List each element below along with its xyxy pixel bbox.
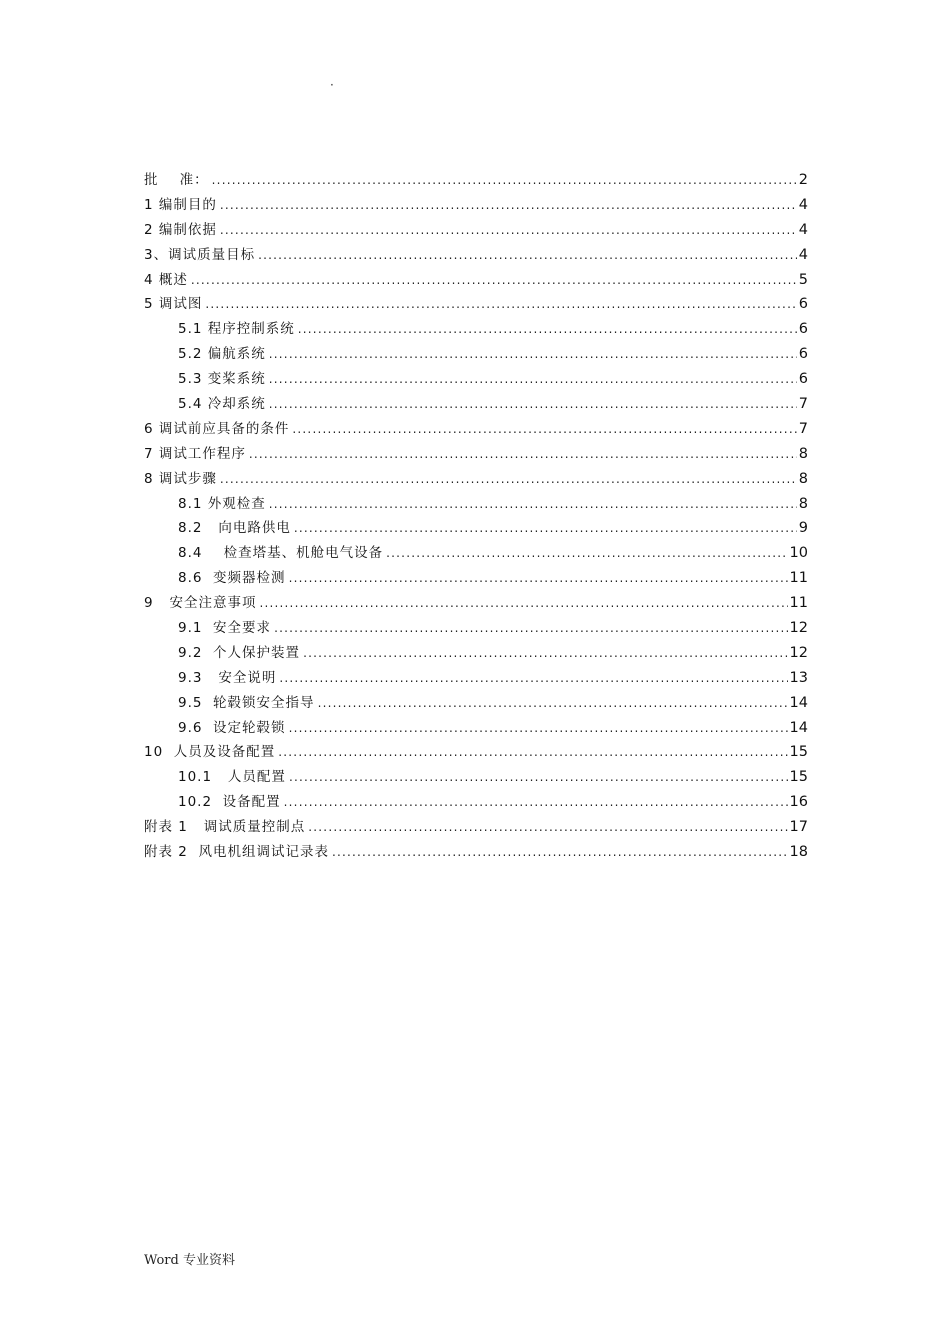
toc-entry[interactable] (144, 243, 808, 268)
toc-entry[interactable] (144, 467, 808, 492)
toc-dot-leader (332, 840, 788, 865)
toc-dot-leader (294, 516, 797, 541)
toc-entry-page-number: 16 (789, 794, 808, 811)
toc-entry-page-number: 4 (798, 246, 808, 263)
toc-entry-label: 9.2 个人保护装置 (178, 644, 301, 661)
toc-dot-leader (205, 292, 796, 317)
toc-dot-leader (259, 591, 787, 616)
toc-dot-leader (289, 716, 788, 741)
toc-entry-page-number: 7 (798, 396, 808, 413)
toc-entry[interactable] (144, 541, 808, 566)
toc-entry[interactable] (144, 666, 808, 691)
toc-entry-label: 10.2 设备配置 (178, 794, 281, 811)
toc-entry-label: 5.4 冷却系统 (178, 396, 266, 413)
toc-dot-leader (258, 243, 797, 268)
toc-dot-leader (269, 367, 797, 392)
toc-dot-leader (212, 168, 797, 193)
toc-entry[interactable] (144, 392, 808, 417)
toc-entry-page-number: 13 (789, 669, 808, 686)
toc-entry[interactable] (144, 566, 808, 591)
toc-entry-label: 5.1 程序控制系统 (178, 321, 295, 338)
toc-entry-page-number: 6 (798, 346, 808, 363)
toc-entry-label: 10 人员及设备配置 (144, 744, 276, 761)
toc-entry[interactable] (144, 342, 808, 367)
toc-entry-label: 2 编制依据 (144, 221, 217, 238)
toc-dot-leader (308, 815, 787, 840)
toc-dot-leader (279, 666, 787, 691)
toc-entry[interactable] (144, 292, 808, 317)
toc-entry-label: 5.2 偏航系统 (178, 346, 266, 363)
toc-entry[interactable] (144, 417, 808, 442)
toc-entry-page-number: 11 (789, 595, 808, 612)
toc-entry-label: 4 概述 (144, 271, 188, 288)
toc-dot-leader (220, 193, 797, 218)
toc-entry-page-number: 12 (789, 644, 808, 661)
toc-dot-leader (191, 268, 797, 293)
toc-entry-page-number: 14 (789, 719, 808, 736)
toc-entry[interactable] (144, 193, 808, 218)
toc-dot-leader (249, 442, 797, 467)
page-dot-mark: · (330, 78, 334, 92)
toc-entry-page-number: 8 (798, 470, 808, 487)
toc-entry[interactable] (144, 168, 808, 193)
toc-entry-page-number: 8 (798, 495, 808, 512)
toc-entry-page-number: 8 (798, 445, 808, 462)
toc-entry-page-number: 6 (798, 371, 808, 388)
toc-entry-page-number: 6 (798, 296, 808, 313)
toc-entry[interactable] (144, 641, 808, 666)
toc-entry[interactable] (144, 516, 808, 541)
toc-entry-label: 8 调试步骤 (144, 470, 217, 487)
toc-entry[interactable] (144, 740, 808, 765)
toc-entry-label: 批 准： (144, 172, 209, 188)
toc-entry-label: 1 编制目的 (144, 196, 217, 213)
toc-entry[interactable] (144, 317, 808, 342)
toc-entry[interactable] (144, 218, 808, 243)
toc-entry-label: 6 调试前应具备的条件 (144, 420, 290, 437)
toc-entry-label: 9.3 安全说明 (178, 669, 277, 686)
toc-entry-page-number: 5 (798, 271, 808, 288)
toc-entry-label: 9.6 设定轮毂锁 (178, 719, 286, 736)
toc-entry[interactable] (144, 591, 808, 616)
toc-dot-leader (220, 218, 797, 243)
toc-entry-page-number: 9 (798, 520, 808, 537)
toc-entry-label: 7 调试工作程序 (144, 445, 246, 462)
toc-entry-page-number: 4 (798, 196, 808, 213)
toc-entry-label: 8.4 检查塔基、机舱电气设备 (178, 545, 384, 562)
toc-entry-page-number: 15 (789, 744, 808, 761)
toc-entry-page-number: 17 (789, 819, 808, 836)
toc-entry[interactable] (144, 840, 808, 865)
toc-entry[interactable] (144, 716, 808, 741)
toc-entry-page-number: 10 (789, 545, 808, 562)
toc-dot-leader (298, 317, 797, 342)
toc-entry-label: 9 安全注意事项 (144, 595, 257, 612)
toc-entry-page-number: 7 (798, 420, 808, 437)
toc-dot-leader (289, 765, 788, 790)
toc-entry-label: 附表 2 风电机组调试记录表 (144, 844, 329, 861)
toc-entry-page-number: 12 (789, 620, 808, 637)
toc-dot-leader (269, 392, 797, 417)
toc-entry-page-number: 4 (798, 221, 808, 238)
toc-entry[interactable] (144, 492, 808, 517)
page-footer: Word 专业资料 (144, 1253, 235, 1268)
toc-entry-page-number: 18 (789, 844, 808, 861)
toc-entry-label: 5.3 变桨系统 (178, 371, 266, 388)
toc-entry-page-number: 11 (789, 570, 808, 587)
toc-entry-label: 5 调试图 (144, 296, 203, 313)
toc-entry[interactable] (144, 616, 808, 641)
toc-entry-label: 8.2 向电路供电 (178, 520, 291, 537)
toc-dot-leader (274, 616, 787, 641)
toc-dot-leader (269, 492, 797, 517)
toc-entry-page-number: 2 (798, 172, 808, 188)
toc-entry-label: 9.5 轮毂锁安全指导 (178, 694, 315, 711)
toc-entry-page-number: 15 (789, 769, 808, 786)
toc-dot-leader (269, 342, 797, 367)
toc-entry-label: 附表 1 调试质量控制点 (144, 819, 306, 836)
toc-entry[interactable] (144, 790, 808, 815)
toc-entry-page-number: 14 (789, 694, 808, 711)
toc-entry[interactable] (144, 815, 808, 840)
toc-entry-label: 10.1 人员配置 (178, 769, 286, 786)
toc-entry[interactable] (144, 367, 808, 392)
toc-entry[interactable] (144, 691, 808, 716)
toc-dot-leader (278, 740, 787, 765)
toc-dot-leader (289, 566, 788, 591)
toc-entry-label: 9.1 安全要求 (178, 620, 272, 637)
table-of-contents (144, 168, 808, 865)
toc-dot-leader (386, 541, 787, 566)
toc-entry[interactable] (144, 442, 808, 467)
toc-dot-leader (318, 691, 788, 716)
toc-dot-leader (284, 790, 788, 815)
toc-entry[interactable] (144, 765, 808, 790)
toc-dot-leader (303, 641, 787, 666)
toc-entry-label: 8.1 外观检查 (178, 495, 266, 512)
toc-entry[interactable] (144, 268, 808, 293)
toc-entry-page-number: 6 (798, 321, 808, 338)
toc-entry-label: 8.6 变频器检测 (178, 570, 286, 587)
toc-entry-label: 3、调试质量目标 (144, 246, 256, 263)
toc-dot-leader (292, 417, 796, 442)
toc-dot-leader (220, 467, 797, 492)
